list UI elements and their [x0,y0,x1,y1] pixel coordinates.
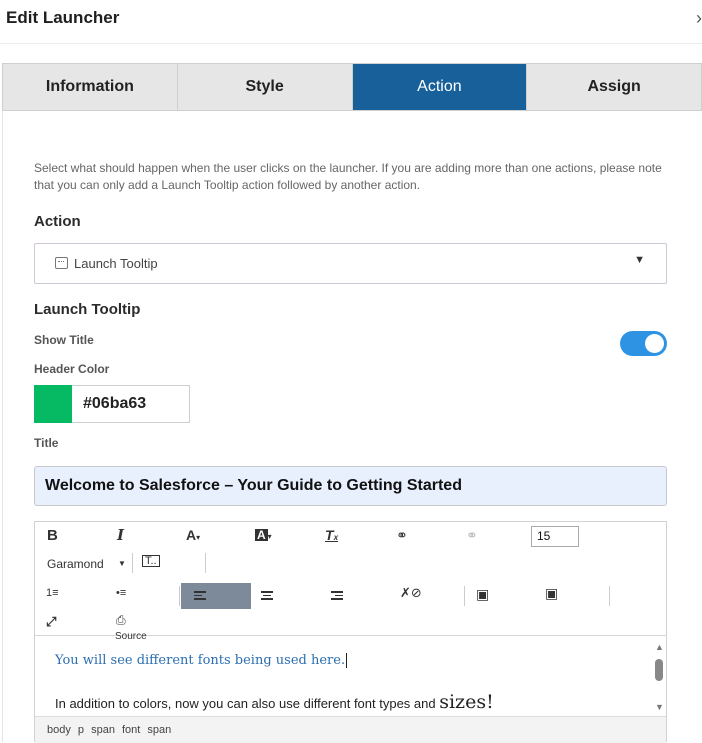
scroll-up-icon[interactable]: ▲ [655,642,664,652]
content-line-2: In addition to colors, now you can also use different font types and sizes! [55,691,494,713]
link-icon[interactable]: ⚭ [396,527,408,543]
image-icon[interactable]: ▣ [476,586,490,602]
show-title-label: Show Title [34,333,94,347]
rich-text-editor [34,521,667,742]
image-upload-icon[interactable]: ▣ [545,585,559,601]
source-label: Source [115,631,147,642]
show-title-toggle[interactable] [620,331,667,356]
action-label: Action [34,213,81,230]
element-path: body p span font span [47,724,172,736]
bold-button[interactable]: B [47,527,58,544]
numbered-list-icon[interactable]: 1≡ [46,587,59,599]
align-left-icon [194,591,206,602]
align-center-icon[interactable] [261,591,273,602]
font-family-select[interactable]: Garamond [47,557,104,571]
header-color-swatch[interactable] [34,385,72,423]
header-color-label: Header Color [34,362,110,376]
scroll-down-icon[interactable]: ▼ [655,702,664,712]
bulleted-list-icon[interactable]: •≡ [116,587,127,599]
align-right-icon[interactable] [331,591,343,602]
tab-style[interactable]: Style [178,64,353,110]
header-color-input[interactable]: #06ba63 [72,385,190,423]
editor-content[interactable] [35,637,666,716]
special-character-icon[interactable]: T.. [142,555,160,567]
tab-bar [2,63,702,111]
font-color-button[interactable]: A▾ [186,527,201,543]
chevron-down-icon: ▼ [118,559,126,568]
background-color-button[interactable]: A ▾ [257,528,272,542]
toolbar-divider [132,553,133,573]
close-icon[interactable]: › [696,8,702,28]
dialog-header [0,0,702,44]
title-label: Title [34,436,59,450]
tooltip-icon [55,257,68,269]
fullscreen-icon[interactable]: ⤢ [46,614,57,629]
font-size-input[interactable]: 15 [531,526,579,547]
content-line-1: You will see different fonts being used here. [55,653,346,668]
translate-icon[interactable]: ✗⊘ [400,585,422,600]
text-caret [346,653,347,668]
toggle-knob [645,334,664,353]
editor-scrollbar-thumb[interactable] [655,659,663,681]
toolbar-divider [464,586,465,606]
toolbar-divider [179,586,180,606]
unlink-icon[interactable]: ⚭ [466,527,478,543]
tab-assign[interactable]: Assign [527,64,701,110]
source-icon[interactable]: ⎙ [116,613,126,627]
toolbar-divider [609,586,610,606]
italic-button[interactable]: I [117,526,125,544]
action-select[interactable] [34,243,667,284]
launch-tooltip-heading: Launch Tooltip [34,301,141,318]
editor-toolbar [35,522,666,642]
align-left-button[interactable] [181,583,251,609]
tab-information[interactable]: Information [3,64,178,110]
toolbar-divider [205,553,206,573]
chevron-down-icon: ▼ [634,254,645,266]
title-input[interactable]: Welcome to Salesforce – Your Guide to Getting Started [34,466,667,506]
editor-status-bar [35,716,666,743]
action-select-value: Launch Tooltip [74,256,158,271]
action-description: Select what should happen when the user clicks on the launcher. If you are adding more than one actions, please note that you can only add a Launch Tooltip action followed by another action. [34,161,662,192]
clear-format-button[interactable]: Tx [325,527,339,543]
dialog-title: Edit Launcher [6,8,120,27]
tab-action[interactable]: Action [353,64,528,110]
